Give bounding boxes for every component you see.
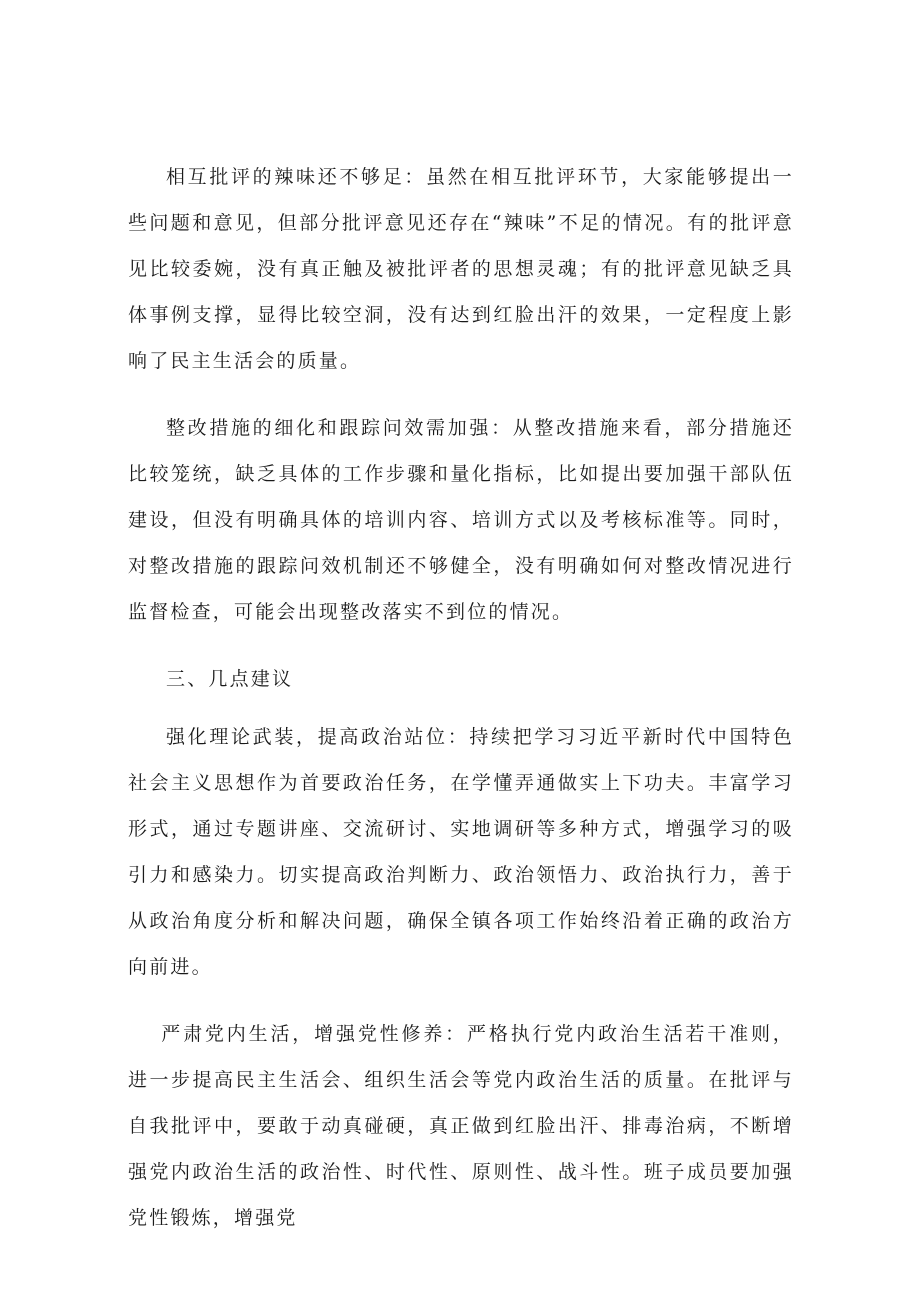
paragraph-party-life: 严肃党内生活，增强党性修养：严格执行党内政治生活若干准则，进一步提高民主生活会、组织生活会等党内政治生活的质量。在批评与自我批评中，要敢于动真碰硬，真正做到红脸出汗、排毒治病，不断增强党内政治生活的政治性、时代性、原则性、战斗性。班子成员要加强党性锻炼，增强党 — [128, 1023, 794, 1229]
paragraph-mutual-criticism: 相互批评的辣味还不够足：虽然在相互批评环节，大家能够提出一些问题和意见，但部分批评意见还存在“辣味”不足的情况。有的批评意见比较委婉，没有真正触及被批评者的思想灵魂；有的批评意见缺乏具体事例支撑，显得比较空洞，没有达到红脸出汗的效果，一定程度上影响了民主生活会的质量。 — [128, 166, 794, 372]
document-body — [128, 154, 794, 1262]
paragraph-rectification-measures: 整改措施的细化和跟踪问效需加强：从整改措施来看，部分措施还比较笼统，缺乏具体的工作步骤和量化指标，比如提出要加强干部队伍建设，但没有明确具体的培训内容、培训方式以及考核标准等。同时，对整改措施的跟踪问效机制还不够健全，没有明确如何对整改情况进行监督检查，可能会出现整改落实不到位的情况。 — [128, 417, 794, 623]
section-heading-suggestions: 三、几点建议 — [166, 668, 294, 690]
paragraph-theoretical-armament: 强化理论武装，提高政治站位：持续把学习习近平新时代中国特色社会主义思想作为首要政治任务，在学懂弄通做实上下功夫。丰富学习形式，通过专题讲座、交流研讨、实地调研等多种方式，增强学习的吸引力和感染力。切实提高政治判断力、政治领悟力、政治执行力，善于从政治角度分析和解决问题，确保全镇各项工作始终沿着正确的政治方向前进。 — [128, 726, 794, 978]
